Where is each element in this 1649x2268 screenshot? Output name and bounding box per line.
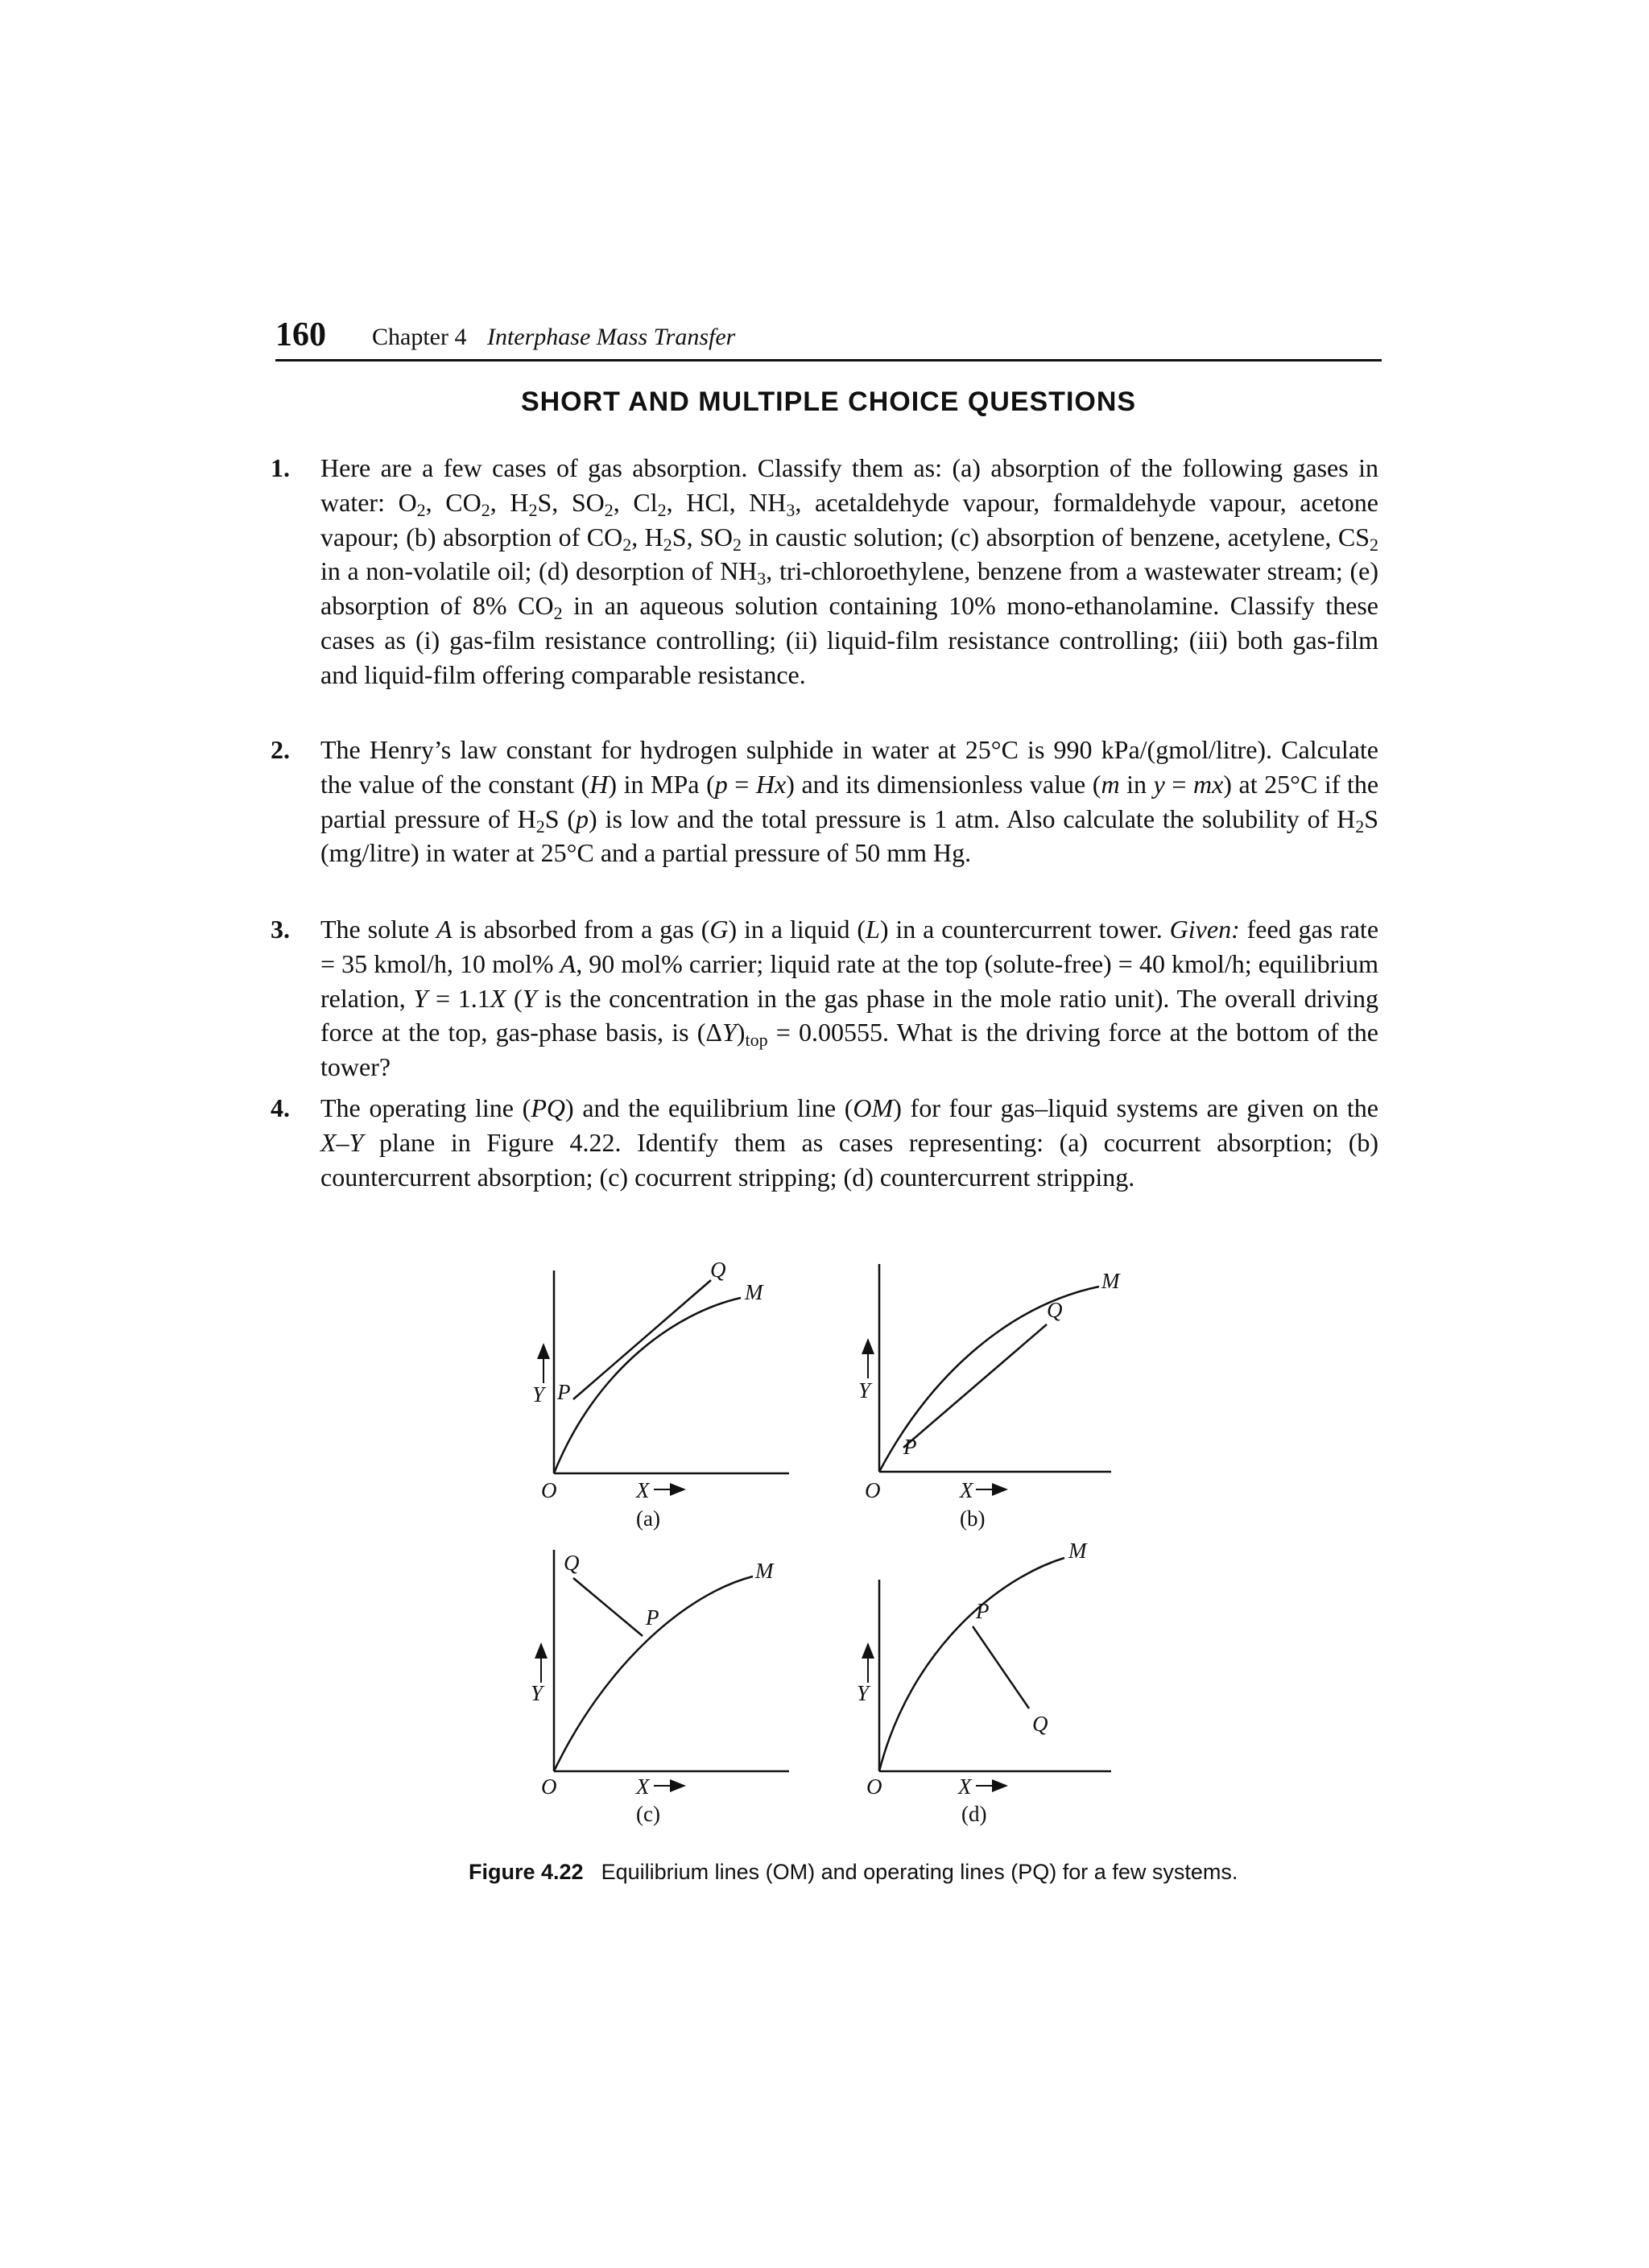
running-head bbox=[372, 324, 735, 351]
y-axis-label: Y bbox=[531, 1681, 543, 1705]
panel-d bbox=[868, 1558, 1111, 1786]
question-1 bbox=[271, 451, 1379, 692]
origin-label: O bbox=[541, 1774, 557, 1799]
point-P-label: P bbox=[976, 1599, 990, 1623]
panel-label: (a) bbox=[636, 1506, 660, 1531]
point-Q-label: Q bbox=[564, 1551, 580, 1575]
panel-label: (c) bbox=[636, 1802, 660, 1826]
point-P-label: P bbox=[646, 1605, 659, 1630]
figure-label: Figure 4.22 bbox=[469, 1860, 584, 1884]
point-M-label: M bbox=[755, 1559, 774, 1583]
x-axis-label: X bbox=[958, 1774, 972, 1799]
operating-line-PQ bbox=[973, 1626, 1029, 1708]
operating-line-PQ bbox=[903, 1324, 1047, 1448]
question-2 bbox=[271, 733, 1379, 870]
operating-line-PQ bbox=[573, 1578, 643, 1636]
point-P-label: P bbox=[903, 1435, 917, 1459]
figure-4-22 bbox=[483, 1248, 1159, 1860]
figure-caption bbox=[469, 1860, 1238, 1885]
y-axis-label: Y bbox=[857, 1681, 870, 1705]
equilibrium-line-OM bbox=[879, 1558, 1064, 1771]
page-header bbox=[275, 316, 1382, 361]
point-Q-label: Q bbox=[1032, 1712, 1048, 1736]
point-Q-label: Q bbox=[1047, 1298, 1063, 1322]
question-text: The solute A is absorbed from a gas (G) in a liquid (L) in a countercurrent tower. Given: feed gas rate = 35 kmol/h, 10 mol% A, 90 mol% carrier; liquid rate at the top (solute-free) = 40 kmol/h; equilibrium relation, Y = 1.1X (Y is the concentration in the gas phase in the mole ratio unit). The overall driving force at the top, gas-phase basis, is $(\Delta Y)_{top} = 0.00555$. What is the driving force at the bottom of the tower? bbox=[320, 915, 1379, 1082]
question-text: The Henry’s law constant for hydrogen sulphide in water at 25°C is 990 kPa/(gmol/litre). Calculate the value of the constant (H) in MPa (p = Hx) and its dimensionless value (m in y = mx) at 25°C if the partial pressure of $H_2S$ (p) is low and the total pressure is 1 atm. Also calculate the solubility of $H_2S$ (mg/litre) in water at 25°C and a partial pressure of 50 mm Hg. bbox=[320, 735, 1379, 868]
section-title: SHORT AND MULTIPLE CHOICE QUESTIONS bbox=[520, 386, 1137, 417]
question-number: 1. bbox=[271, 453, 290, 482]
point-P-label: P bbox=[557, 1380, 571, 1404]
chapter-label: Chapter 4 bbox=[372, 324, 467, 350]
chapter-title: Interphase Mass Transfer bbox=[486, 324, 736, 350]
x-axis-label: X bbox=[960, 1478, 973, 1502]
operating-line-PQ bbox=[573, 1280, 711, 1399]
question-number: 2. bbox=[271, 735, 290, 764]
point-M-label: M bbox=[745, 1280, 763, 1304]
question-number: 3. bbox=[271, 915, 290, 944]
point-M-label: M bbox=[1068, 1539, 1087, 1563]
point-Q-label: Q bbox=[710, 1258, 726, 1282]
panel-c bbox=[541, 1550, 789, 1786]
question-text: Here are a few cases of gas absorption. Classify them as: (a) absorption of the following gases in water: $O_2$, $CO_2$, $H_2S$, $SO_2$, $Cl_2$, HCl, $NH_3$, acetaldehyde vapour, formaldehyde vapour, acetone vapour; (b) absorption of $CO_2$, $H_2S$, $SO_2$ in caustic solution; (c) absorption of benzene, acetylene, $CS_2$ in a non-volatile oil; (d) desorption of $NH_3$, tri-chloroethylene, benzene from a wastewater stream; (e) absorption of 8% $CO_2$ in an aqueous solution containing 10% mono-ethanolamine. Classify these cases as (i) gas-film resistance controlling; (ii) liquid-film resistance controlling; (iii) both gas-film and liquid-film offering comparable resistance. bbox=[320, 453, 1379, 689]
x-axis-label: X bbox=[636, 1774, 650, 1799]
page-number: 160 bbox=[275, 316, 326, 353]
panel-label: (b) bbox=[960, 1506, 986, 1531]
equilibrium-line-OM bbox=[554, 1298, 741, 1473]
question-4 bbox=[271, 1091, 1379, 1194]
panel-label: (d) bbox=[961, 1802, 987, 1826]
question-3 bbox=[271, 912, 1379, 1084]
y-axis-label: Y bbox=[858, 1378, 871, 1403]
figure-diagrams bbox=[483, 1248, 1159, 1860]
y-axis-label: Y bbox=[532, 1382, 545, 1407]
point-M-label: M bbox=[1101, 1269, 1120, 1293]
question-text: The operating line (PQ) and the equilibrium line (OM) for four gas–liquid systems are given on the X–Y plane in Figure 4.22. Identify them as cases representing: (a) cocurrent absorption; (b) countercurrent absorption; (c) cocurrent stripping; (d) countercurrent stripping. bbox=[320, 1093, 1379, 1192]
figure-caption-text: Equilibrium lines (OM) and operating lines (PQ) for a few systems. bbox=[601, 1860, 1238, 1884]
origin-label: O bbox=[865, 1478, 881, 1502]
question-number: 4. bbox=[271, 1093, 290, 1122]
x-axis-label: X bbox=[636, 1478, 650, 1502]
origin-label: O bbox=[541, 1478, 557, 1502]
origin-label: O bbox=[866, 1774, 882, 1799]
